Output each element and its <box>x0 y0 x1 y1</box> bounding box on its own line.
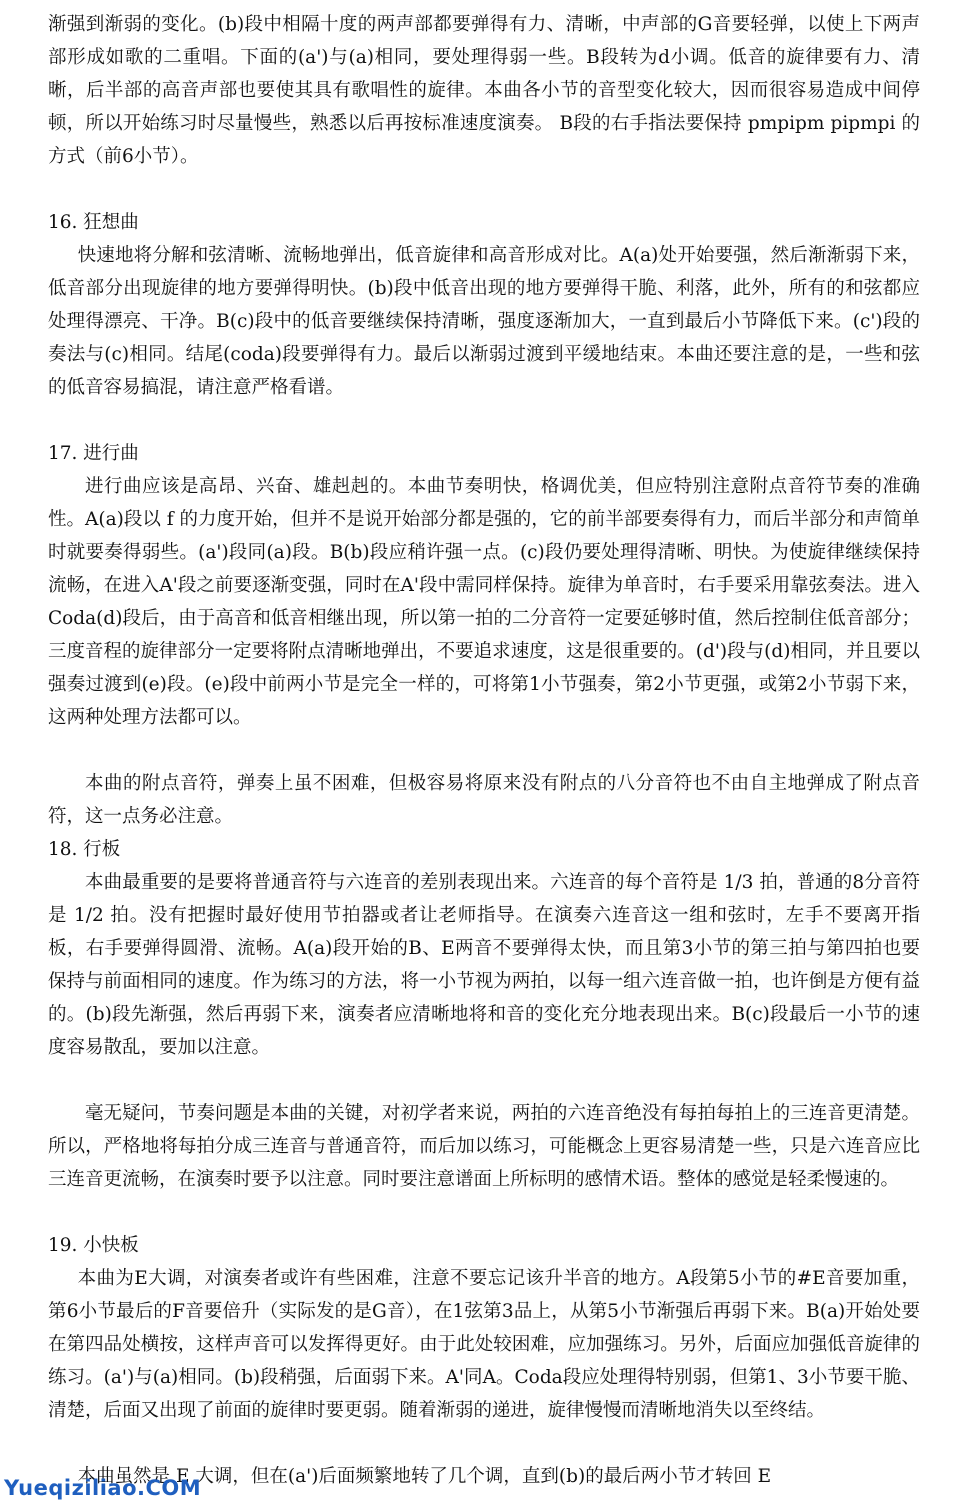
section-heading-16: 16. 狂想曲 <box>48 212 139 233</box>
section-17-paragraph-1: 进行曲应该是高昂、兴奋、雄赳赳的。本曲节奏明快，格调优美，但应特别注意附点音符节奏的准确性。A(a)段以 f 的力度开始，但并不是说开始部分都是强的，它的前半部要奏得有力，而后半部分和声简单时就要奏得弱些。(a')段同(a)段。B(b)段应稍许强一点。(c)段仍要处理得清晰、明快。为使旋律继续保持流畅，在进入A'段之前要逐渐变强，同时在A'段中需同样保持。旋律为单音时，右手要采用靠弦奏法。进入 Coda(d)段后，由于高音和低音相继出现，所以第一拍的二分音符一定要延够时值，然后控制住低音部分；三度音程的旋律部分一定要将附点清晰地弹出，不要追求速度，这是很重要的。(d')段与(d)相同，并且要以强奏过渡到(e)段。(e)段中前两小节是完全一样的，可将第1小节强奏，第2小节更强，或第2小节弱下来，这两种处理方法都可以。 <box>48 476 920 728</box>
section-16-paragraph: 快速地将分解和弦清晰、流畅地弹出，低音旋律和高音形成对比。A(a)处开始要强，然后渐渐弱下来，低音部分出现旋律的地方要弹得明快。(b)段中低音出现的地方要弹得干脆、利落，此外，所有的和弦都应处理得漂亮、干净。B(c)段中的低音要继续保持清晰，强度逐渐加大，一直到最后小节降低下来。(c')段的奏法与(c)相同。结尾(coda)段要弹得有力。最后以渐弱过渡到平缓地结束。本曲还要注意的是，一些和弦的低音容易搞混，请注意严格看谱。 <box>48 245 920 398</box>
section-18-paragraph-1: 本曲最重要的是要将普通音符与六连音的差别表现出来。六连音的每个音符是 1/3 拍，普通的8分音符是 1/2 拍。没有把握时最好使用节拍器或者让老师指导。在演奏六连音这一组和弦时，左手不要离开指板，右手要弹得圆滑、流畅。A(a)段开始的B、E两音不要弹得太快，而且第3小节的第三拍与第四拍也要保持与前面相同的速度。作为练习的方法，将一小节视为两拍，以每一组六连音做一拍，也许倒是方便有益的。(b)段先渐强，然后再弱下来，演奏者应清晰地将和音的变化充分地表现出来。B(c)段最后一小节的速度容易散乱，要加以注意。 <box>48 872 920 1058</box>
intro-paragraph: 渐强到渐弱的变化。(b)段中相隔十度的两声部都要弹得有力、清晰，中声部的G音要轻弹，以使上下两声部形成如歌的二重唱。下面的(a')与(a)相同，要处理得弱一些。B段转为d小调。低音的旋律要有力、清晰，后半部的高音声部也要使其具有歌唱性的旋律。本曲各小节的音型变化较大，因而很容易造成中间停顿，所以开始练习时尽量慢些，熟悉以后再按标准速度演奏。 B段的右手指法要保持 pmpipm pipmpi 的方式（前6小节）。 <box>48 14 920 167</box>
section-heading-18: 18. 行板 <box>48 839 121 860</box>
section-heading-19: 19. 小快板 <box>48 1235 139 1256</box>
section-heading-17: 17. 进行曲 <box>48 443 139 464</box>
section-19-paragraph-2: 本曲虽然是 E 大调，但在(a')后面频繁地转了几个调，直到(b)的最后两小节才转回 E <box>77 1466 772 1487</box>
site-watermark: Yueqiziliao.COM <box>4 1476 202 1500</box>
section-19-paragraph-1: 本曲为E大调，对演奏者或许有些困难，注意不要忘记该升半音的地方。A段第5小节的#E音要加重，第6小节最后的F音要倍升（实际发的是G音），在1弦第3品上，从第5小节渐强后再弱下来。B(a)开始处要在第四品处横按，这样声音可以发挥得更好。由于此处较困难，应加强练习。另外，后面应加强低音旋律的练习。(a')与(a)相同。(b)段稍强，后面弱下来。A'同A。Coda段应处理得特别弱，但第1、3小节要干脆、清楚，后面又出现了前面的旋律时要更弱。随着渐弱的递进，旋律慢慢而清晰地消失以至终结。 <box>48 1268 920 1421</box>
section-17-paragraph-2: 本曲的附点音符，弹奏上虽不困难，但极容易将原来没有附点的八分音符也不由自主地弹成了附点音符，这一点务必注意。 <box>48 773 920 827</box>
section-18-paragraph-2: 毫无疑问，节奏问题是本曲的关键，对初学者来说，两拍的六连音绝没有每拍每拍上的三连音更清楚。所以，严格地将每拍分成三连音与普通音符，而后加以练习，可能概念上更容易清楚一些，只是六连音应比三连音更流畅，在演奏时要予以注意。同时要注意谱面上所标明的感情术语。整体的感觉是轻柔慢速的。 <box>48 1103 920 1190</box>
